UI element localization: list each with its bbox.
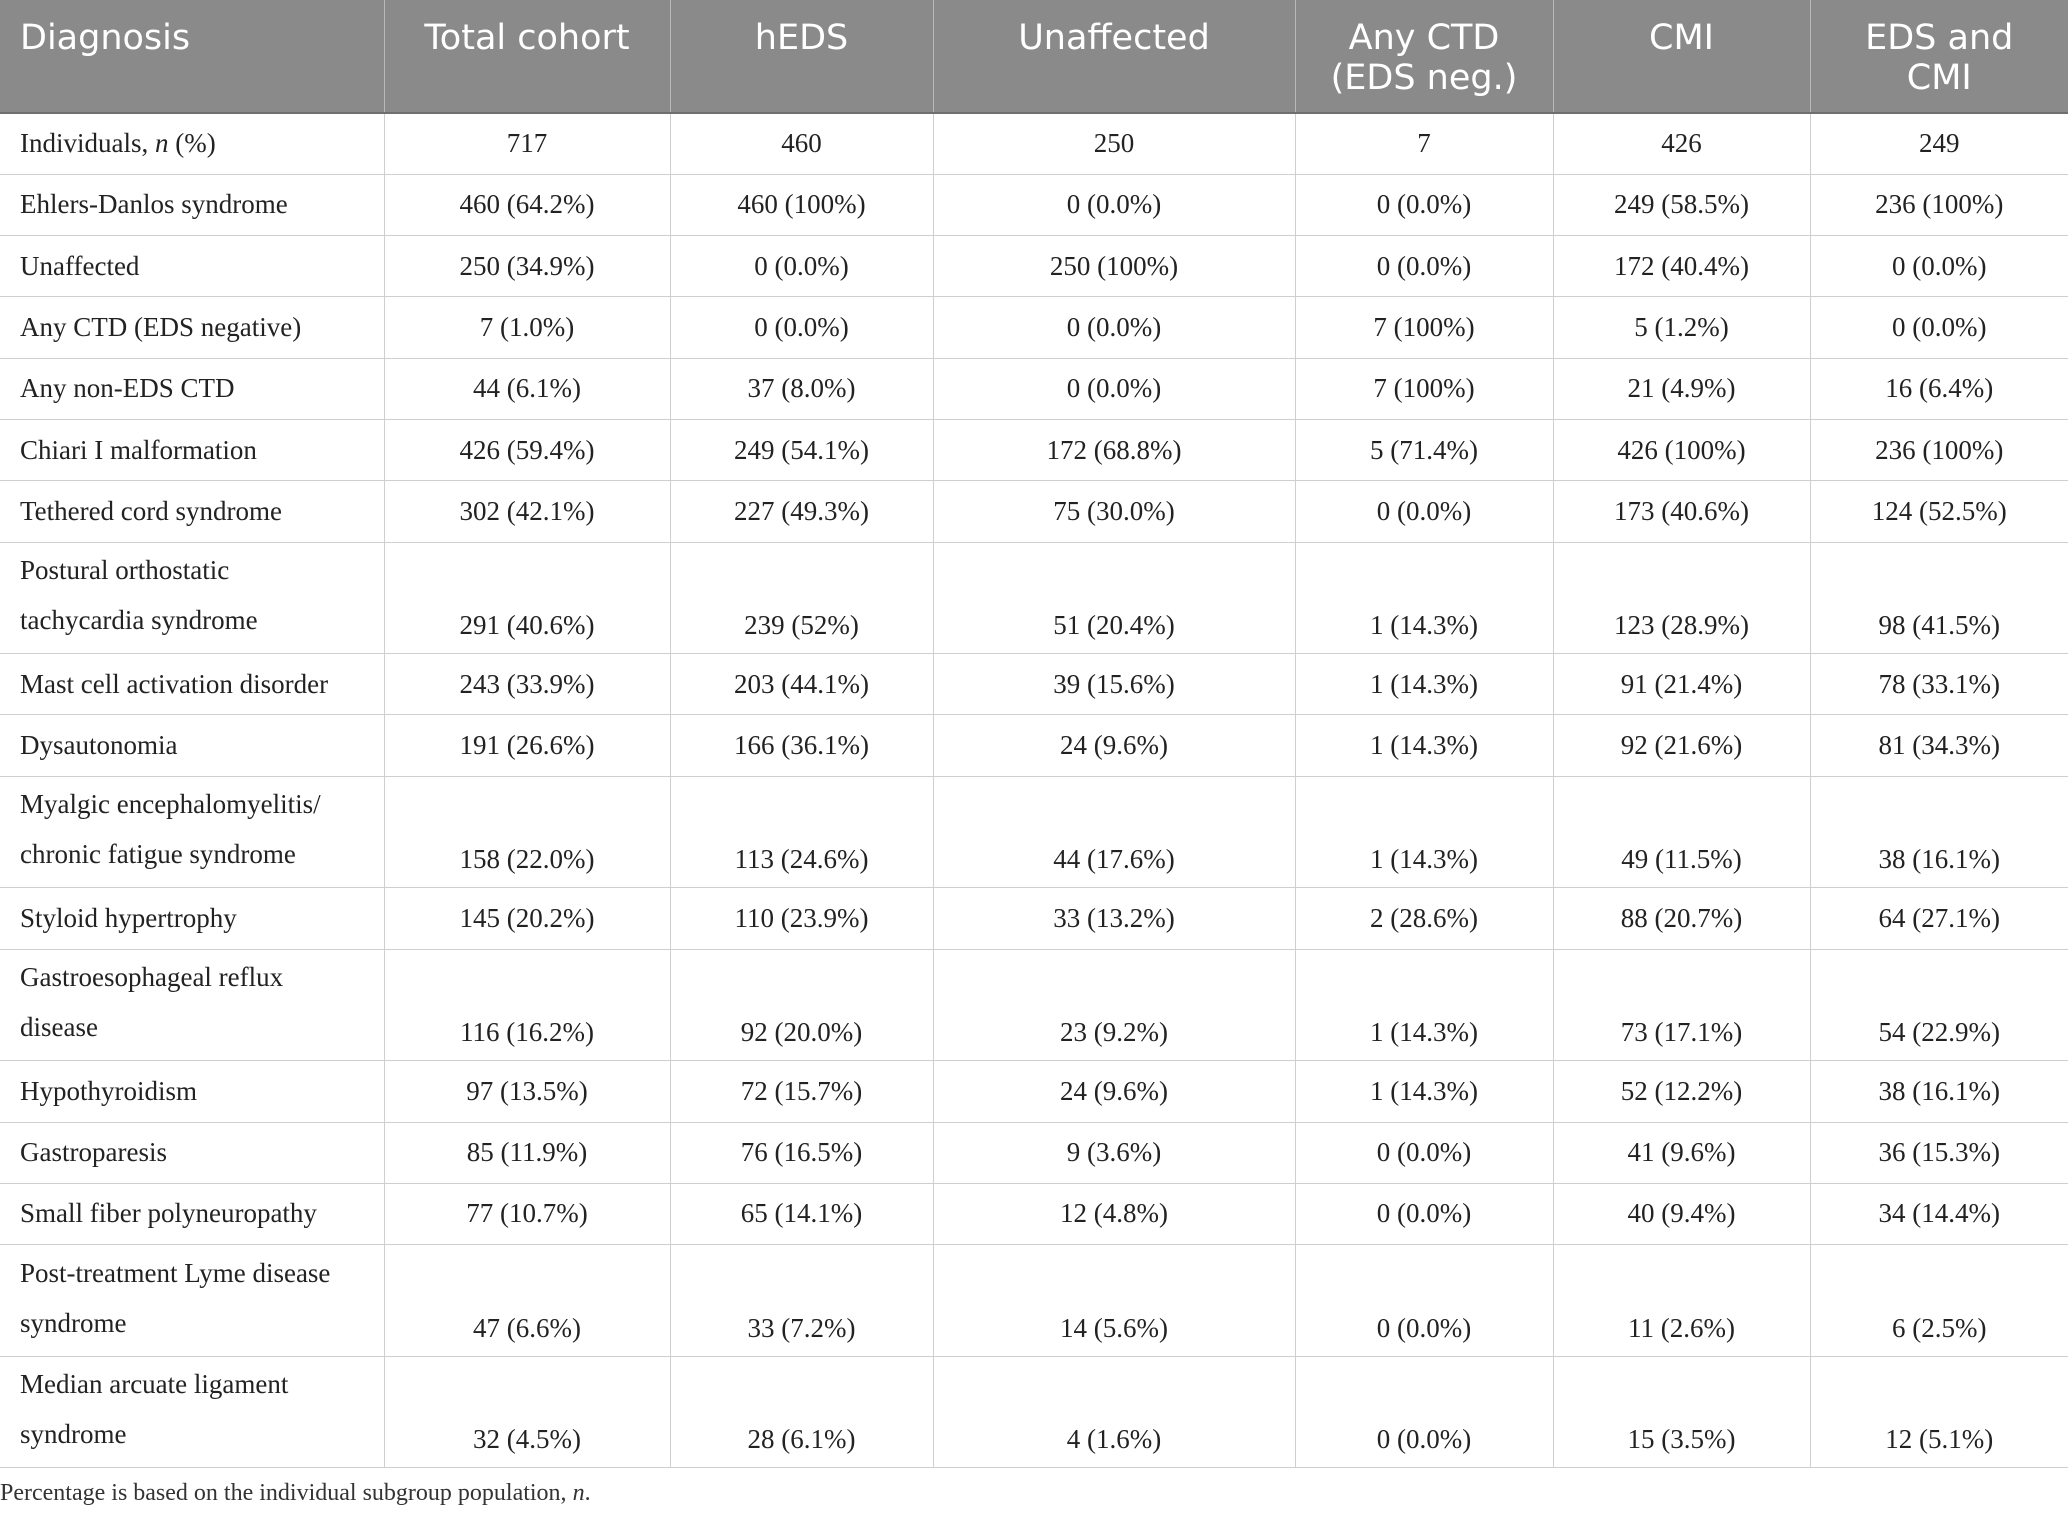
table-cell: 158 (22.0%)	[384, 776, 670, 888]
table-cell: 460 (64.2%)	[384, 174, 670, 235]
table-cell: 227 (49.3%)	[670, 481, 933, 542]
table-cell: 52 (12.2%)	[1553, 1061, 1810, 1122]
footnote-italic: n	[572, 1480, 585, 1506]
table-cell: 1 (14.3%)	[1295, 949, 1553, 1061]
table-cell: 33 (7.2%)	[670, 1245, 933, 1357]
table-cell: 7 (100%)	[1295, 297, 1553, 358]
table-cell: 243 (33.9%)	[384, 654, 670, 715]
table-cell: 64 (27.1%)	[1810, 888, 2068, 949]
column-header-line: Unaffected	[1018, 18, 1210, 58]
table-row	[0, 1183, 2068, 1244]
table-cell: 23 (9.2%)	[933, 949, 1295, 1061]
table-row	[0, 481, 2068, 542]
row-label: Small fiber polyneuropathy	[0, 1183, 384, 1244]
row-label	[0, 113, 384, 174]
row-label: Hypothyroidism	[0, 1061, 384, 1122]
table-cell: 291 (40.6%)	[384, 542, 670, 654]
table-cell: 0 (0.0%)	[933, 358, 1295, 419]
row-label	[0, 1356, 384, 1468]
table-cell: 12 (5.1%)	[1810, 1356, 2068, 1468]
column-header-5	[1295, 0, 1553, 113]
table-cell: 49 (11.5%)	[1553, 776, 1810, 888]
column-header-3	[670, 0, 933, 113]
column-header-line: Diagnosis	[20, 18, 191, 58]
table-cell: 0 (0.0%)	[1295, 174, 1553, 235]
row-label: Styloid hypertrophy	[0, 888, 384, 949]
table-cell: 426 (100%)	[1553, 419, 1810, 480]
table-cell: 24 (9.6%)	[933, 1061, 1295, 1122]
column-header-line: Any CTD	[1348, 18, 1500, 58]
table-cell: 172 (40.4%)	[1553, 236, 1810, 297]
row-label	[0, 776, 384, 888]
table-cell: 2 (28.6%)	[1295, 888, 1553, 949]
table-cell: 172 (68.8%)	[933, 419, 1295, 480]
table-body	[0, 113, 2068, 1468]
column-header-7	[1810, 0, 2068, 113]
table-cell: 44 (17.6%)	[933, 776, 1295, 888]
column-header-line: hEDS	[754, 18, 849, 58]
row-label-line: syndrome	[20, 1419, 127, 1450]
table-cell: 1 (14.3%)	[1295, 715, 1553, 776]
table-cell: 123 (28.9%)	[1553, 542, 1810, 654]
table-row	[0, 1245, 2068, 1357]
footnote-post: .	[584, 1480, 591, 1506]
table-cell: 44 (6.1%)	[384, 358, 670, 419]
table-cell: 92 (20.0%)	[670, 949, 933, 1061]
table-cell: 1 (14.3%)	[1295, 654, 1553, 715]
table-row	[0, 888, 2068, 949]
table-row	[0, 236, 2068, 297]
table-cell: 81 (34.3%)	[1810, 715, 2068, 776]
table-row	[0, 715, 2068, 776]
table-cell: 124 (52.5%)	[1810, 481, 2068, 542]
row-label	[0, 1245, 384, 1357]
row-label: Gastroparesis	[0, 1122, 384, 1183]
table-row	[0, 1061, 2068, 1122]
table-cell: 0 (0.0%)	[933, 174, 1295, 235]
table-cell: 0 (0.0%)	[1295, 1245, 1553, 1357]
table-row	[0, 542, 2068, 654]
table-cell: 5 (1.2%)	[1553, 297, 1810, 358]
table-cell: 16 (6.4%)	[1810, 358, 2068, 419]
table-cell: 236 (100%)	[1810, 419, 2068, 480]
table-cell: 98 (41.5%)	[1810, 542, 2068, 654]
table-cell: 72 (15.7%)	[670, 1061, 933, 1122]
row-label	[0, 542, 384, 654]
table-cell: 73 (17.1%)	[1553, 949, 1810, 1061]
table-cell: 75 (30.0%)	[933, 481, 1295, 542]
table-cell: 249	[1810, 113, 2068, 174]
column-header-line: CMI	[1649, 18, 1714, 58]
row-label-line: Myalgic encephalomyelitis/	[20, 789, 321, 820]
table-cell: 88 (20.7%)	[1553, 888, 1810, 949]
table-cell: 47 (6.6%)	[384, 1245, 670, 1357]
table-cell: 1 (14.3%)	[1295, 542, 1553, 654]
table-cell: 1 (14.3%)	[1295, 1061, 1553, 1122]
table-header	[0, 0, 2068, 113]
table-cell: 0 (0.0%)	[1810, 297, 2068, 358]
table-cell: 250 (34.9%)	[384, 236, 670, 297]
table-cell: 166 (36.1%)	[670, 715, 933, 776]
table-cell: 426 (59.4%)	[384, 419, 670, 480]
column-header-4	[933, 0, 1295, 113]
table-row	[0, 1356, 2068, 1468]
table-cell: 0 (0.0%)	[933, 297, 1295, 358]
column-header-line: EDS and	[1865, 18, 2014, 58]
table-cell: 7 (1.0%)	[384, 297, 670, 358]
table-cell: 77 (10.7%)	[384, 1183, 670, 1244]
table-cell: 173 (40.6%)	[1553, 481, 1810, 542]
row-label: Any non-EDS CTD	[0, 358, 384, 419]
table-cell: 51 (20.4%)	[933, 542, 1295, 654]
table-cell: 0 (0.0%)	[1295, 1183, 1553, 1244]
table-cell: 0 (0.0%)	[1295, 1122, 1553, 1183]
table-row	[0, 654, 2068, 715]
table-cell: 0 (0.0%)	[1295, 1356, 1553, 1468]
row-label-line: chronic fatigue syndrome	[20, 839, 296, 870]
table-cell: 249 (54.1%)	[670, 419, 933, 480]
table-cell: 0 (0.0%)	[1295, 236, 1553, 297]
table-cell: 302 (42.1%)	[384, 481, 670, 542]
table-cell: 76 (16.5%)	[670, 1122, 933, 1183]
table-cell: 717	[384, 113, 670, 174]
column-header-2	[384, 0, 670, 113]
table-row	[0, 297, 2068, 358]
row-label: Unaffected	[0, 236, 384, 297]
row-label-line: Postural orthostatic	[20, 555, 230, 586]
table-cell: 0 (0.0%)	[1810, 236, 2068, 297]
table-cell: 1 (14.3%)	[1295, 776, 1553, 888]
table-row	[0, 949, 2068, 1061]
footnote-pre: Percentage is based on the individual subgroup population,	[0, 1480, 573, 1506]
row-label-line: tachycardia syndrome	[20, 605, 258, 636]
table-row	[0, 113, 2068, 174]
table-cell: 11 (2.6%)	[1553, 1245, 1810, 1357]
table-cell: 0 (0.0%)	[670, 236, 933, 297]
column-header-line: (EDS neg.)	[1330, 58, 1518, 98]
table-cell: 250	[933, 113, 1295, 174]
column-header-1	[0, 0, 384, 113]
row-label: Ehlers-Danlos syndrome	[0, 174, 384, 235]
table-cell: 38 (16.1%)	[1810, 1061, 2068, 1122]
table-cell: 9 (3.6%)	[933, 1122, 1295, 1183]
table-cell: 236 (100%)	[1810, 174, 2068, 235]
table-cell: 249 (58.5%)	[1553, 174, 1810, 235]
table-cell: 97 (13.5%)	[384, 1061, 670, 1122]
row-label: Tethered cord syndrome	[0, 481, 384, 542]
row-label-post: (%)	[168, 128, 216, 159]
row-label-line: disease	[20, 1012, 98, 1043]
table-cell: 92 (21.6%)	[1553, 715, 1810, 776]
table-cell: 145 (20.2%)	[384, 888, 670, 949]
table-cell: 36 (15.3%)	[1810, 1122, 2068, 1183]
column-header-line: CMI	[1906, 58, 1972, 98]
table-cell: 14 (5.6%)	[933, 1245, 1295, 1357]
table-cell: 460	[670, 113, 933, 174]
table-cell: 40 (9.4%)	[1553, 1183, 1810, 1244]
column-header-6	[1553, 0, 1810, 113]
row-label-italic: n	[155, 128, 169, 159]
table-cell: 21 (4.9%)	[1553, 358, 1810, 419]
table-cell: 28 (6.1%)	[670, 1356, 933, 1468]
table-cell: 110 (23.9%)	[670, 888, 933, 949]
table-row	[0, 358, 2068, 419]
row-label: Dysautonomia	[0, 715, 384, 776]
table-cell: 116 (16.2%)	[384, 949, 670, 1061]
table-cell: 250 (100%)	[933, 236, 1295, 297]
row-label-line: syndrome	[20, 1307, 127, 1338]
table-cell: 32 (4.5%)	[384, 1356, 670, 1468]
header-row	[0, 0, 2068, 113]
table-cell: 65 (14.1%)	[670, 1183, 933, 1244]
table-cell: 54 (22.9%)	[1810, 949, 2068, 1061]
table-cell: 0 (0.0%)	[1295, 481, 1553, 542]
column-header-line: Total cohort	[424, 18, 630, 58]
table-footnote	[0, 1480, 591, 1507]
table-cell: 34 (14.4%)	[1810, 1183, 2068, 1244]
table-cell: 33 (13.2%)	[933, 888, 1295, 949]
row-label	[0, 949, 384, 1061]
table-cell: 41 (9.6%)	[1553, 1122, 1810, 1183]
table-cell: 39 (15.6%)	[933, 654, 1295, 715]
table-cell: 7 (100%)	[1295, 358, 1553, 419]
table-cell: 0 (0.0%)	[670, 297, 933, 358]
table-cell: 37 (8.0%)	[670, 358, 933, 419]
table-cell: 38 (16.1%)	[1810, 776, 2068, 888]
row-label: Any CTD (EDS negative)	[0, 297, 384, 358]
row-label-line: Post-treatment Lyme disease	[20, 1257, 331, 1288]
row-label: Chiari I malformation	[0, 419, 384, 480]
table-cell: 78 (33.1%)	[1810, 654, 2068, 715]
table-cell: 6 (2.5%)	[1810, 1245, 2068, 1357]
table-row	[0, 776, 2068, 888]
table-cell: 426	[1553, 113, 1810, 174]
table-cell: 191 (26.6%)	[384, 715, 670, 776]
table-cell: 91 (21.4%)	[1553, 654, 1810, 715]
table-cell: 7	[1295, 113, 1553, 174]
table-cell: 5 (71.4%)	[1295, 419, 1553, 480]
table-cell: 15 (3.5%)	[1553, 1356, 1810, 1468]
table-cell: 460 (100%)	[670, 174, 933, 235]
table-row	[0, 174, 2068, 235]
row-label: Mast cell activation disorder	[0, 654, 384, 715]
row-label-line: Gastroesophageal reflux	[20, 962, 284, 993]
table-cell: 203 (44.1%)	[670, 654, 933, 715]
row-label-line: Median arcuate ligament	[20, 1369, 289, 1400]
table-cell: 12 (4.8%)	[933, 1183, 1295, 1244]
row-label-pre: Individuals,	[20, 128, 155, 159]
table-cell: 239 (52%)	[670, 542, 933, 654]
table-row	[0, 419, 2068, 480]
table-row	[0, 1122, 2068, 1183]
table-cell: 85 (11.9%)	[384, 1122, 670, 1183]
table-cell: 113 (24.6%)	[670, 776, 933, 888]
table-cell: 4 (1.6%)	[933, 1356, 1295, 1468]
table-cell: 24 (9.6%)	[933, 715, 1295, 776]
